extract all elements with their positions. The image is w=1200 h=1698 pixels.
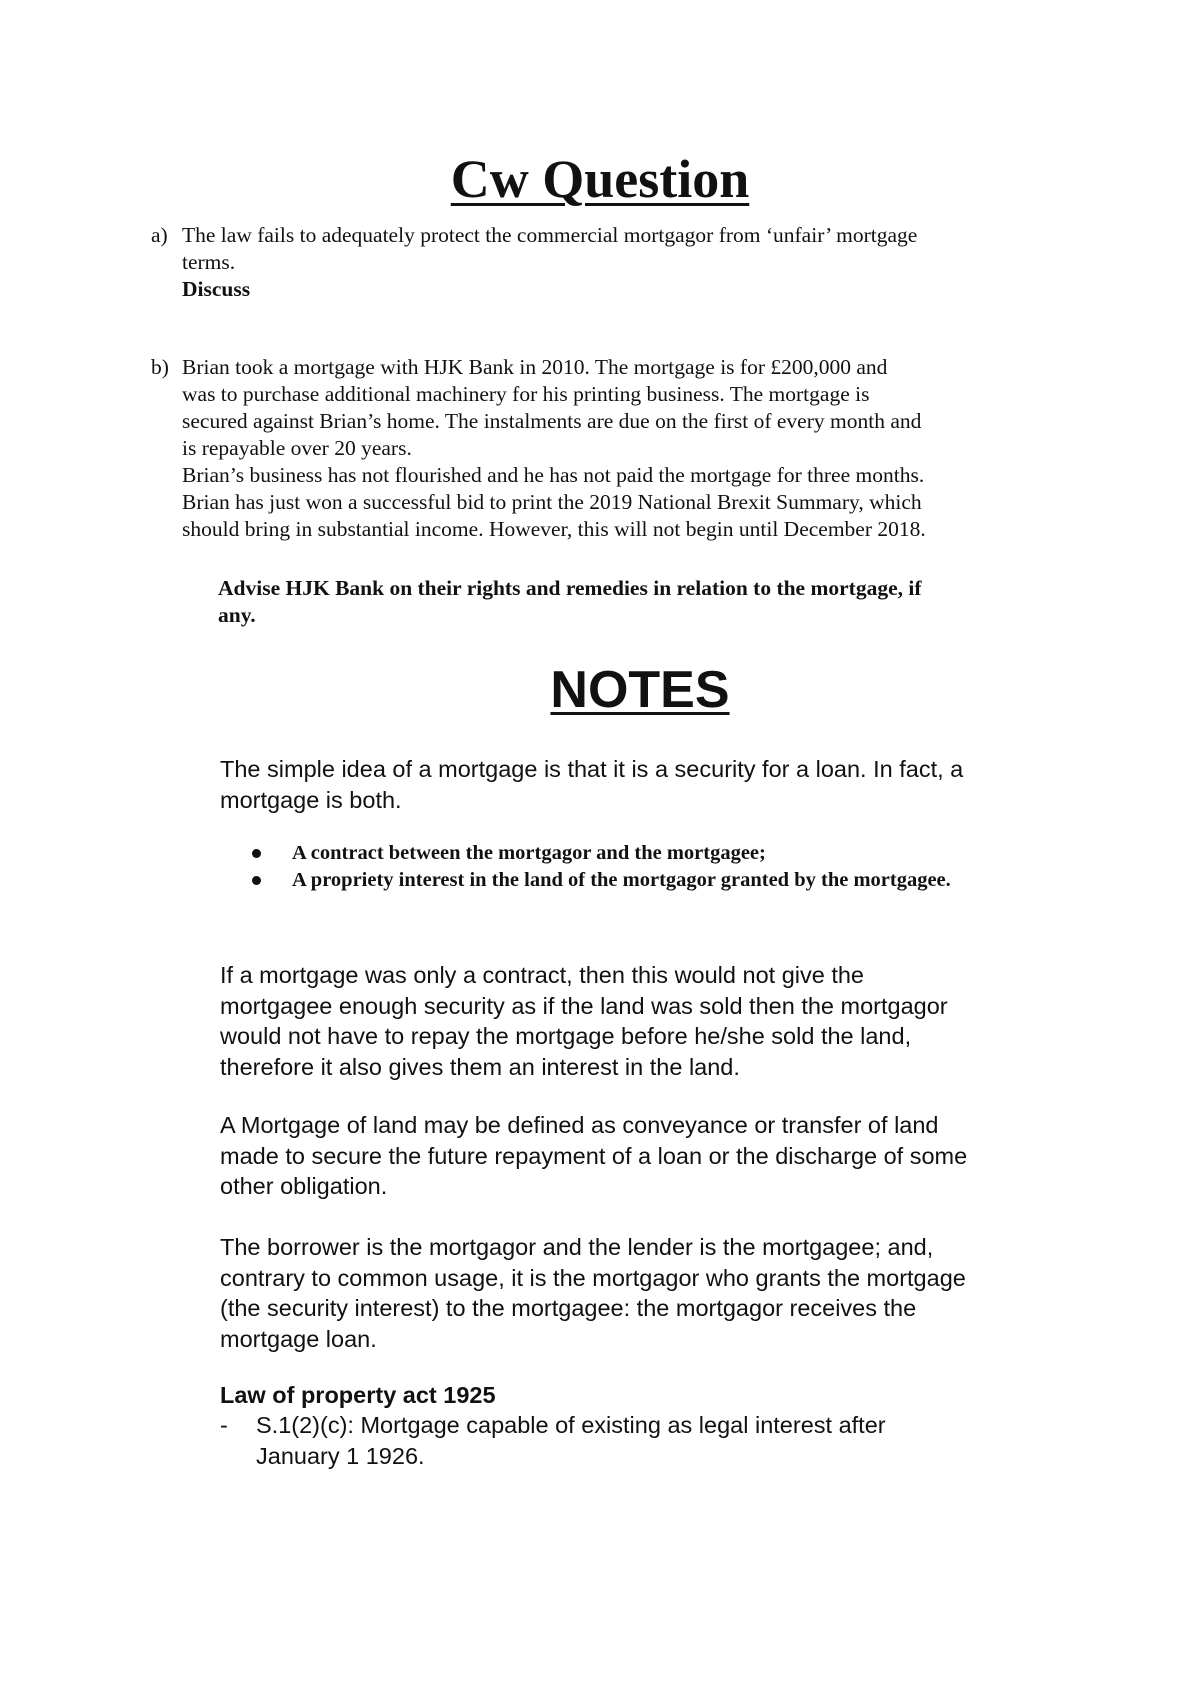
parties-paragraph <box>220 1232 1100 1354</box>
paragraph-line: (the security interest) to the mortgagee: the mortgagor receives the <box>220 1295 917 1321</box>
notes-heading: NOTES <box>550 661 730 719</box>
question-b-line: secured against Brian’s home. The instalments are due on the first of every month and <box>182 409 922 433</box>
dash-marker: - <box>220 1412 228 1438</box>
contract-paragraph <box>220 960 1100 1082</box>
statute-heading: Law of property act 1925 <box>220 1382 496 1408</box>
question-a-instruction: Discuss <box>182 277 251 301</box>
advise-line: Advise HJK Bank on their rights and remedies in relation to the mortgage, if <box>218 576 922 600</box>
question-b-line: was to purchase additional machinery for his printing business. The mortgage is <box>182 382 870 406</box>
statute-line: January 1 1926. <box>256 1442 425 1469</box>
paragraph-line: If a mortgage was only a contract, then this would not give the <box>220 962 865 988</box>
list-item <box>250 867 1010 894</box>
statute-line: S.1(2)(c): Mortgage capable of existing as legal interest after <box>256 1412 886 1438</box>
paragraph-line: other obligation. <box>220 1173 388 1199</box>
intro-line: The simple idea of a mortgage is that it is a security for a loan. In fact, a <box>220 756 964 782</box>
paragraph-line: The borrower is the mortgagor and the lender is the mortgagee; and, <box>220 1234 934 1260</box>
question-a-marker: a) <box>151 223 168 247</box>
paragraph-line: mortgagee enough security as if the land was sold then the mortgagor <box>220 992 948 1019</box>
bullet-icon <box>252 876 261 885</box>
question-b-line: should bring in substantial income. However, this will not begin until December 2018. <box>182 517 926 541</box>
paragraph-line: contrary to common usage, it is the mortgagor who grants the mortgage <box>220 1264 966 1291</box>
paragraph-line: A Mortgage of land may be defined as conveyance or transfer of land <box>220 1112 939 1138</box>
question-b-marker: b) <box>151 355 169 379</box>
list-item-text: A propriety interest in the land of the mortgagor granted by the mortgagee. <box>292 869 951 891</box>
paragraph-line: therefore it also gives them an interest in the land. <box>220 1053 740 1080</box>
question-b-line: Brian has just won a successful bid to print the 2019 National Brexit Summary, which <box>182 490 922 514</box>
question-a <box>151 222 1062 303</box>
advise-line: any. <box>218 603 256 627</box>
question-b-advise <box>218 575 1058 629</box>
question-b <box>151 354 1062 543</box>
list-item <box>250 840 1010 867</box>
bullet-icon <box>252 849 261 858</box>
list-item-text: A contract between the mortgagor and the mortgagee; <box>292 842 766 864</box>
mortgage-nature-list <box>250 840 1010 894</box>
paragraph-line: would not have to repay the mortgage before he/she sold the land, <box>220 1023 912 1049</box>
page-title: Cw Question <box>450 149 750 209</box>
paragraph-line: made to secure the future repayment of a loan or the discharge of some <box>220 1142 968 1169</box>
question-b-line: Brian’s business has not flourished and he has not paid the mortgage for three months. <box>182 463 925 487</box>
definition-paragraph <box>220 1110 1100 1202</box>
question-b-line: Brian took a mortgage with HJK Bank in 2010. The mortgage is for £200,000 and <box>182 355 888 379</box>
question-a-line: terms. <box>182 250 236 274</box>
paragraph-line: mortgage loan. <box>220 1325 377 1352</box>
intro-paragraph <box>220 754 1100 815</box>
question-b-line: is repayable over 20 years. <box>182 436 412 460</box>
statute-item-text <box>256 1410 1076 1471</box>
intro-line: mortgage is both. <box>220 786 402 813</box>
question-a-line: The law fails to adequately protect the commercial mortgagor from ‘unfair’ mortgage <box>182 223 918 247</box>
